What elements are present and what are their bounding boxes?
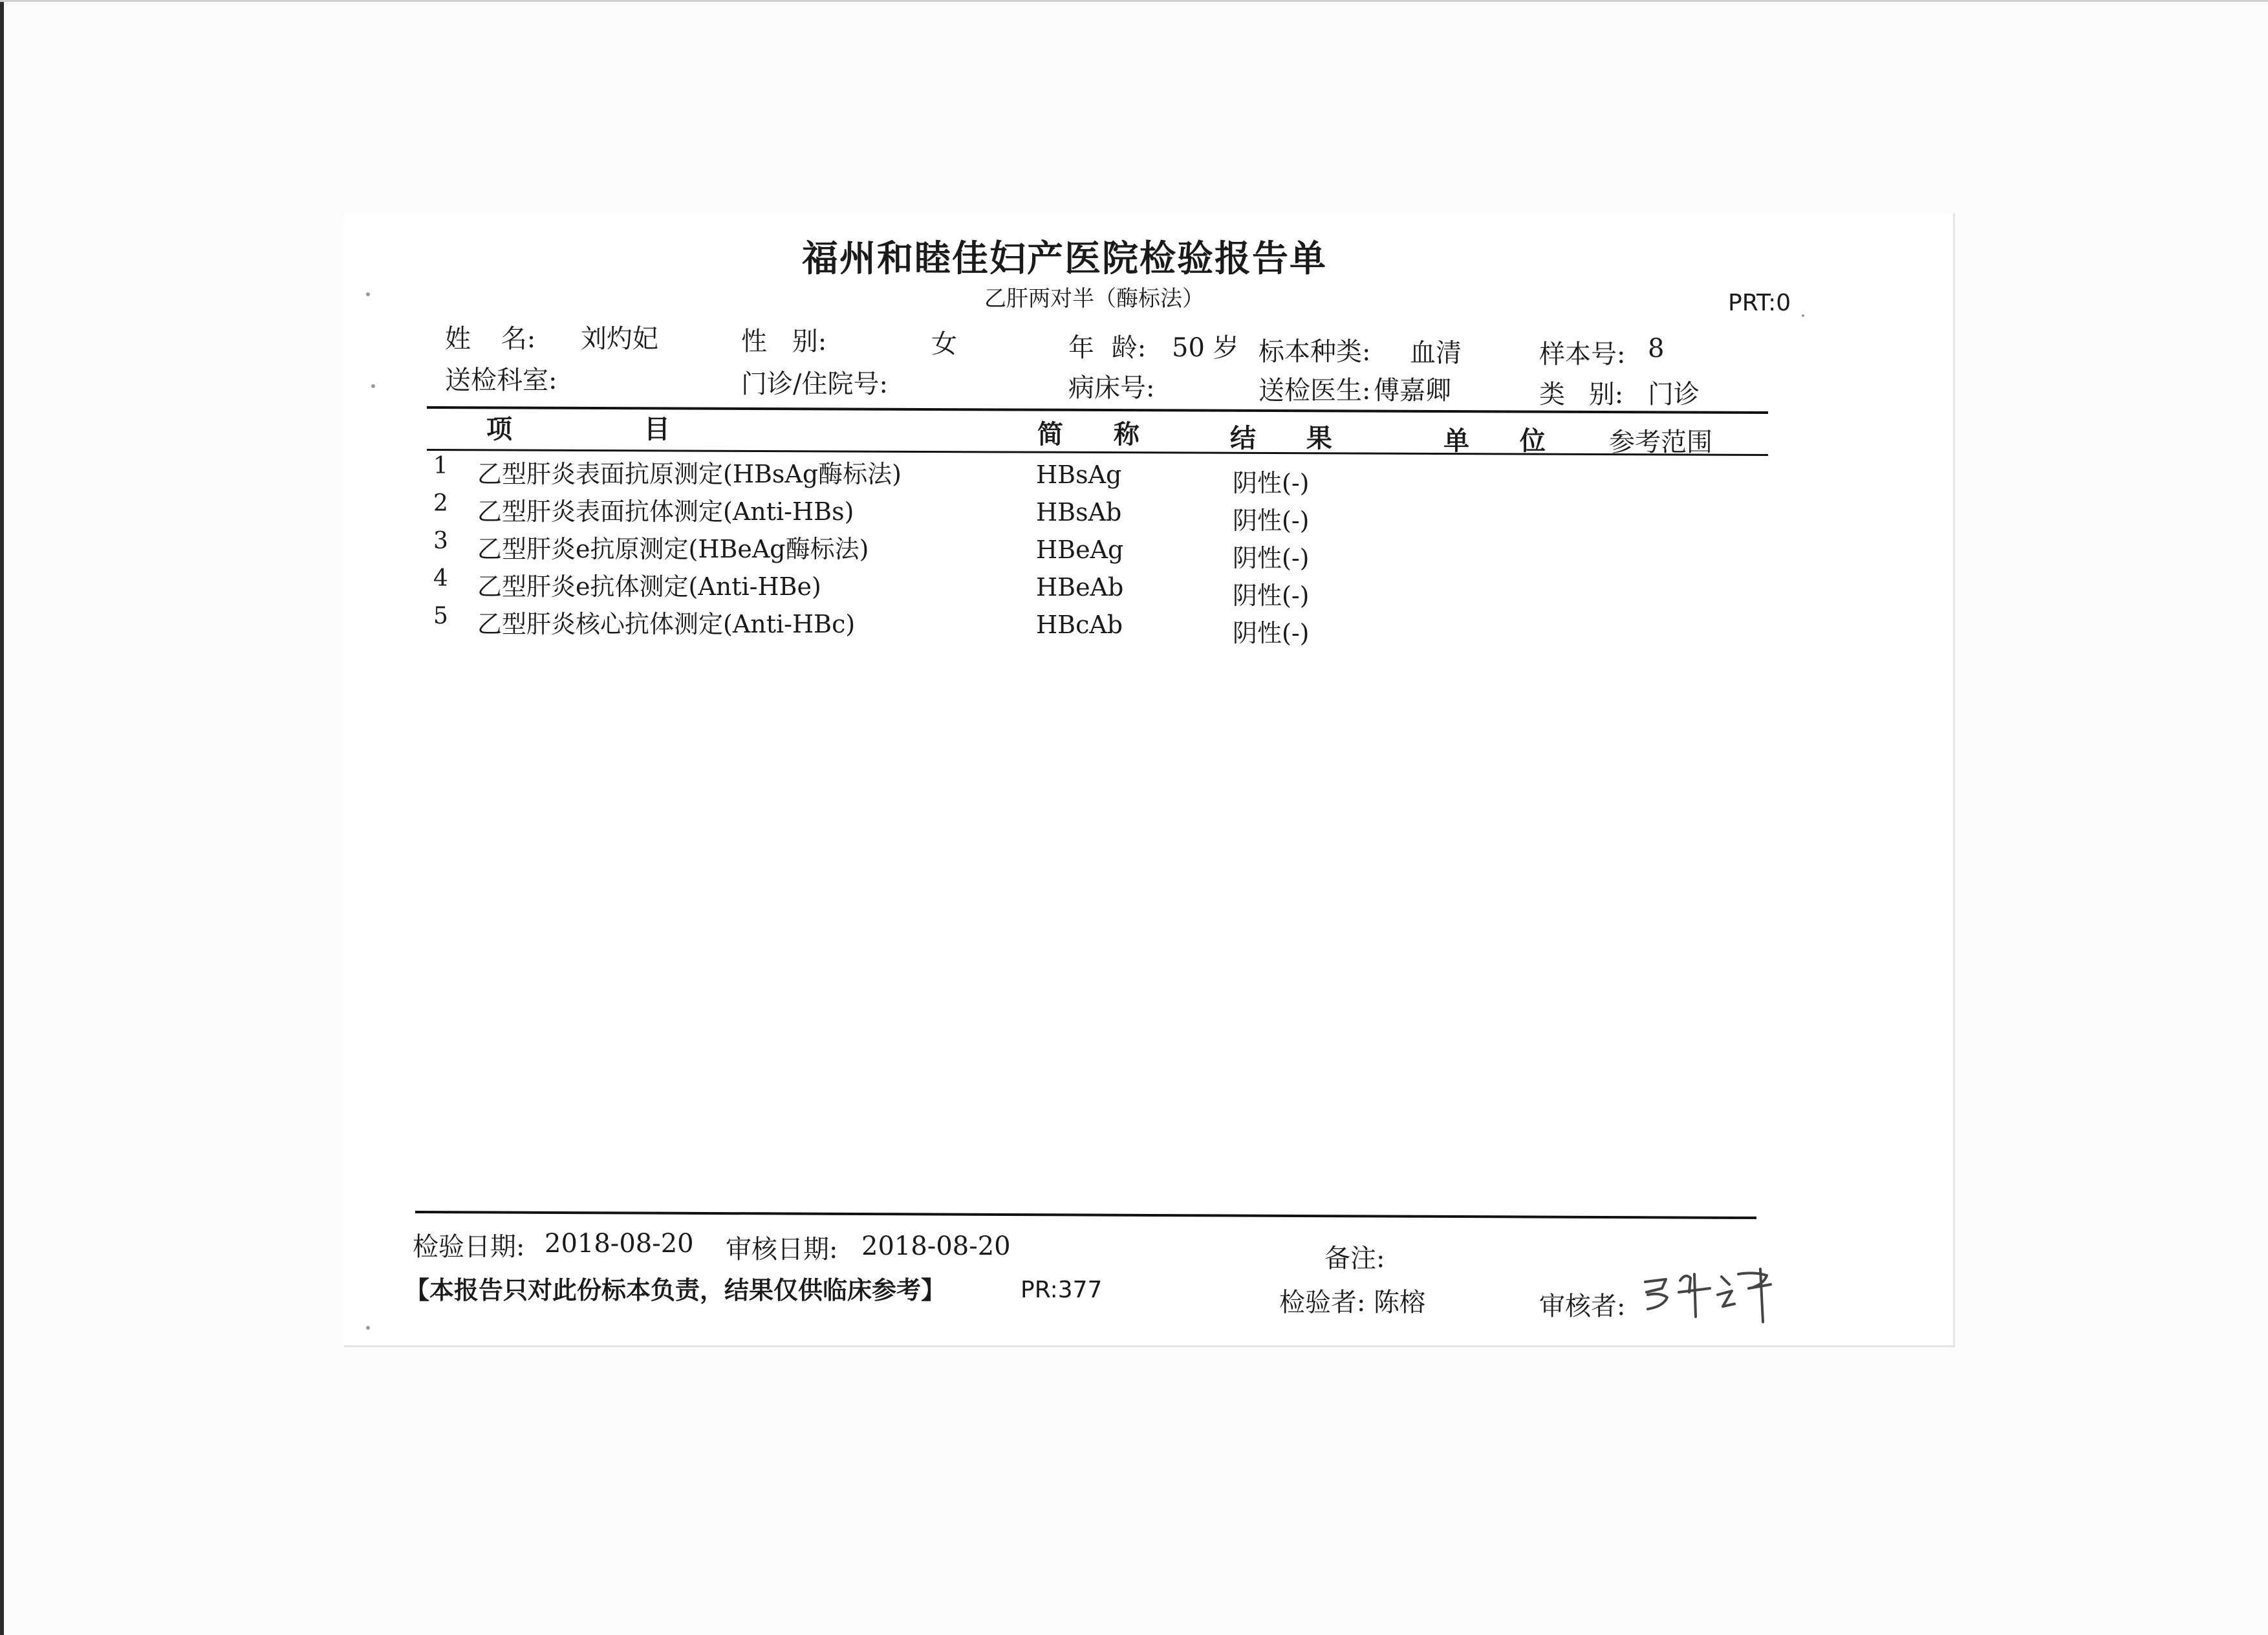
report-subtitle: 乙肝两对半（酶标法）: [984, 286, 1204, 312]
specimen-type: 血清: [1410, 338, 1462, 368]
reviewer-label: 审核者:: [1539, 1292, 1626, 1321]
table-row-item: 乙型肝炎表面抗体测定(Anti-HBs): [477, 497, 854, 526]
test-date: 2018-08-20: [545, 1229, 694, 1259]
bed-no-label: 病床号:: [1068, 373, 1155, 403]
table-row-result: 阴性(-): [1233, 506, 1310, 535]
doctor: 傅嘉卿: [1374, 376, 1451, 406]
scan-speck: [1802, 314, 1804, 317]
table-row-no: 4: [433, 565, 448, 592]
table-row-no: 3: [433, 528, 448, 554]
sex-label: 性 别:: [741, 327, 827, 356]
review-date-label: 审核日期:: [726, 1235, 838, 1264]
table-row-abbr: HBsAg: [1036, 460, 1122, 489]
doctor-label: 送检医生:: [1258, 376, 1371, 406]
table-row-item: 乙型肝炎e抗原测定(HBeAg酶标法): [477, 535, 869, 563]
remark-label: 备注:: [1324, 1244, 1385, 1273]
specimen-type-label: 标本种类:: [1258, 337, 1371, 367]
patient-name: 刘灼妃: [581, 324, 658, 354]
name-label: 姓 名:: [445, 324, 536, 354]
table-row-abbr: HBeAg: [1036, 536, 1124, 564]
tester: 陈榕: [1374, 1288, 1425, 1317]
sample-no-label: 样本号:: [1539, 340, 1626, 369]
table-row-result: 阴性(-): [1233, 469, 1310, 497]
table-row-abbr: HBeAb: [1036, 573, 1124, 601]
scan-edge-top: [0, 0, 2268, 2]
reviewer-signature: [1640, 1255, 1782, 1326]
age-label: 年 龄:: [1068, 333, 1147, 363]
table-row-item: 乙型肝炎核心抗体测定(Anti-HBc): [477, 610, 856, 638]
outpatient-no-label: 门诊/住院号:: [741, 369, 888, 399]
patient-age: 50 岁: [1172, 333, 1239, 363]
table-row-result: 阴性(-): [1233, 619, 1310, 647]
review-date: 2018-08-20: [861, 1231, 1011, 1261]
disclaimer: 【本报告只对此份标本负责，结果仅供临床参考】: [405, 1276, 946, 1305]
sample-no: 8: [1648, 334, 1665, 363]
table-row-item: 乙型肝炎表面抗原测定(HBsAg酶标法): [477, 460, 902, 488]
col-header-result: 结 果: [1230, 423, 1332, 453]
pr-code: PR:377: [1021, 1277, 1103, 1303]
table-row-result: 阴性(-): [1233, 544, 1310, 572]
col-header-abbr: 简 称: [1037, 419, 1139, 449]
table-row-no: 1: [433, 453, 448, 479]
category: 门诊: [1648, 380, 1700, 409]
tester-label: 检验者:: [1279, 1288, 1366, 1317]
scan-edge: [0, 0, 4, 1635]
scan-speck: [371, 384, 375, 388]
col-header-item: 项 目: [486, 414, 670, 444]
col-header-range: 参考范围: [1609, 428, 1712, 457]
department-label: 送检科室:: [445, 365, 557, 395]
patient-sex: 女: [931, 329, 957, 359]
scan-speck: [366, 1326, 370, 1330]
table-row-no: 5: [433, 603, 448, 629]
table-row-abbr: HBcAb: [1036, 611, 1123, 639]
category-label: 类 别:: [1539, 380, 1624, 409]
report-title: 福州和睦佳妇产医院检验报告单: [802, 237, 1327, 280]
table-row-no: 2: [433, 490, 448, 517]
scan-speck: [366, 292, 370, 296]
col-header-unit: 单 位: [1443, 426, 1546, 456]
table-row-item: 乙型肝炎e抗体测定(Anti-HBe): [477, 572, 821, 601]
table-row-result: 阴性(-): [1233, 581, 1310, 610]
table-row-abbr: HBsAb: [1036, 498, 1122, 526]
test-date-label: 检验日期:: [413, 1232, 525, 1262]
prt-code: PRT:0: [1728, 290, 1791, 316]
